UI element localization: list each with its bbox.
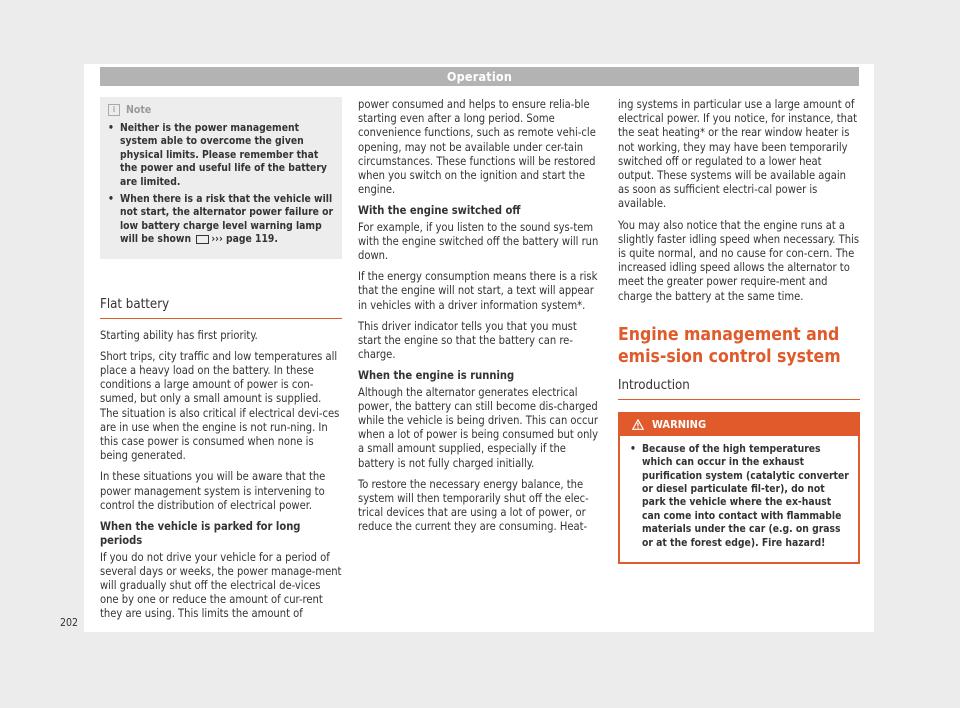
paragraph: ing systems in particular use a large amount of electrical power. If you notice, for instance, that the seat heating* or the rear window heater is not working, they may have been temporarily switched off or regulated to a lower heat output. These systems will be available again as soon as sufficient electri-cal power is available. xyxy=(618,98,858,211)
paragraph: This driver indicator tells you that you must start the engine so that the battery can re-charge. xyxy=(358,319,577,362)
note-bullet: • When there is a risk that the vehicle will not start, the alternator power failure or low battery charge level warning lamp will be shown ››› page 119. xyxy=(108,193,334,246)
paragraph: For example, if you listen to the sound sys-tem with the engine switched off the battery will run down. xyxy=(358,220,599,263)
note-bullet: • Neither is the power management system able to overcome the given physical limits. Please remember that the power and useful life of the battery are limited. xyxy=(108,122,327,188)
warning-triangle-icon xyxy=(632,419,644,430)
paragraph: power consumed and helps to ensure relia-ble starting even after a long period. Some convenience functions, such as remote vehi-cle opening, may not be available under cer-tain circumstances. These functions will be restored when you switch on the ignition and start the engine. xyxy=(358,98,596,197)
page-number: 202 xyxy=(60,617,79,629)
page-header: Operation xyxy=(100,67,859,86)
warning-bullet: • Because of the high temperatures which can occur in the exhaust purification system (catalytic converter or diesel particulate fil-ter), do not park the vehicle where the ex-haust can come into contact with flammable materials under the car (e.g. on grass or at the forest edge). Fire hazard! xyxy=(630,442,849,549)
column-1 xyxy=(100,97,342,629)
warning-label: WARNING xyxy=(652,418,707,432)
column-3 xyxy=(618,98,860,564)
section-title-introduction: Introduction xyxy=(618,378,860,400)
note-label: Note xyxy=(126,104,152,116)
warning-box xyxy=(618,412,860,564)
note-box xyxy=(100,97,342,259)
book-icon xyxy=(196,235,209,244)
subheading: When the engine is running xyxy=(358,369,515,383)
subheading: With the engine switched off xyxy=(358,204,521,218)
paragraph: Short trips, city traffic and low temperatures all place a heavy load on the battery. In these conditions a large amount of power is con-sumed, but only a small amount is supplied. The situation is also critical if electrical devi-ces are in use when the engine is not run-ning. In this case power is consumed when none is being generated. xyxy=(100,349,340,463)
paragraph: To restore the necessary energy balance, the system will then temporarily shut off the elec-trical devices that are using a lot of power, or reduce the current they are consuming. Heat- xyxy=(358,477,589,534)
paragraph: You may also notice that the engine runs at a slightly faster idling speed when necessary. This is quite normal, and no cause for con-cern. The increased idling speed allows the alternator to meet the greater power require-ment and charge the battery at the same time. xyxy=(618,218,860,303)
paragraph: Starting ability has first priority. xyxy=(100,328,258,342)
paragraph: If you do not drive your vehicle for a period of several days or weeks, the power manage-ment will gradually shut off the electrical de-vices one by one or reduce the amount of cur-rent they are using. This limits the amount of xyxy=(100,550,342,621)
info-icon: i xyxy=(108,104,120,116)
subheading: When the vehicle is parked for long periods xyxy=(100,520,301,548)
paragraph: Although the alternator generates electrical power, the battery can still become dis-charged while the vehicle is being driven. This can occur when a lot of power is being consumed but only a small amount supplied, especially if the battery is not fully charged initially. xyxy=(358,385,599,470)
column-2 xyxy=(358,98,600,542)
paragraph: If the energy consumption means there is a risk that the engine will not start, a text will appear in vehicles with a driver information system*. xyxy=(358,270,598,312)
paragraph: In these situations you will be aware that the power management system is intervening to control the distribution of electrical power. xyxy=(100,470,326,512)
section-title-flat-battery: Flat battery xyxy=(100,297,342,319)
chapter-title: Engine management and emis-sion control system xyxy=(618,324,841,367)
page-reference-link[interactable]: ››› page 119. xyxy=(211,233,278,246)
